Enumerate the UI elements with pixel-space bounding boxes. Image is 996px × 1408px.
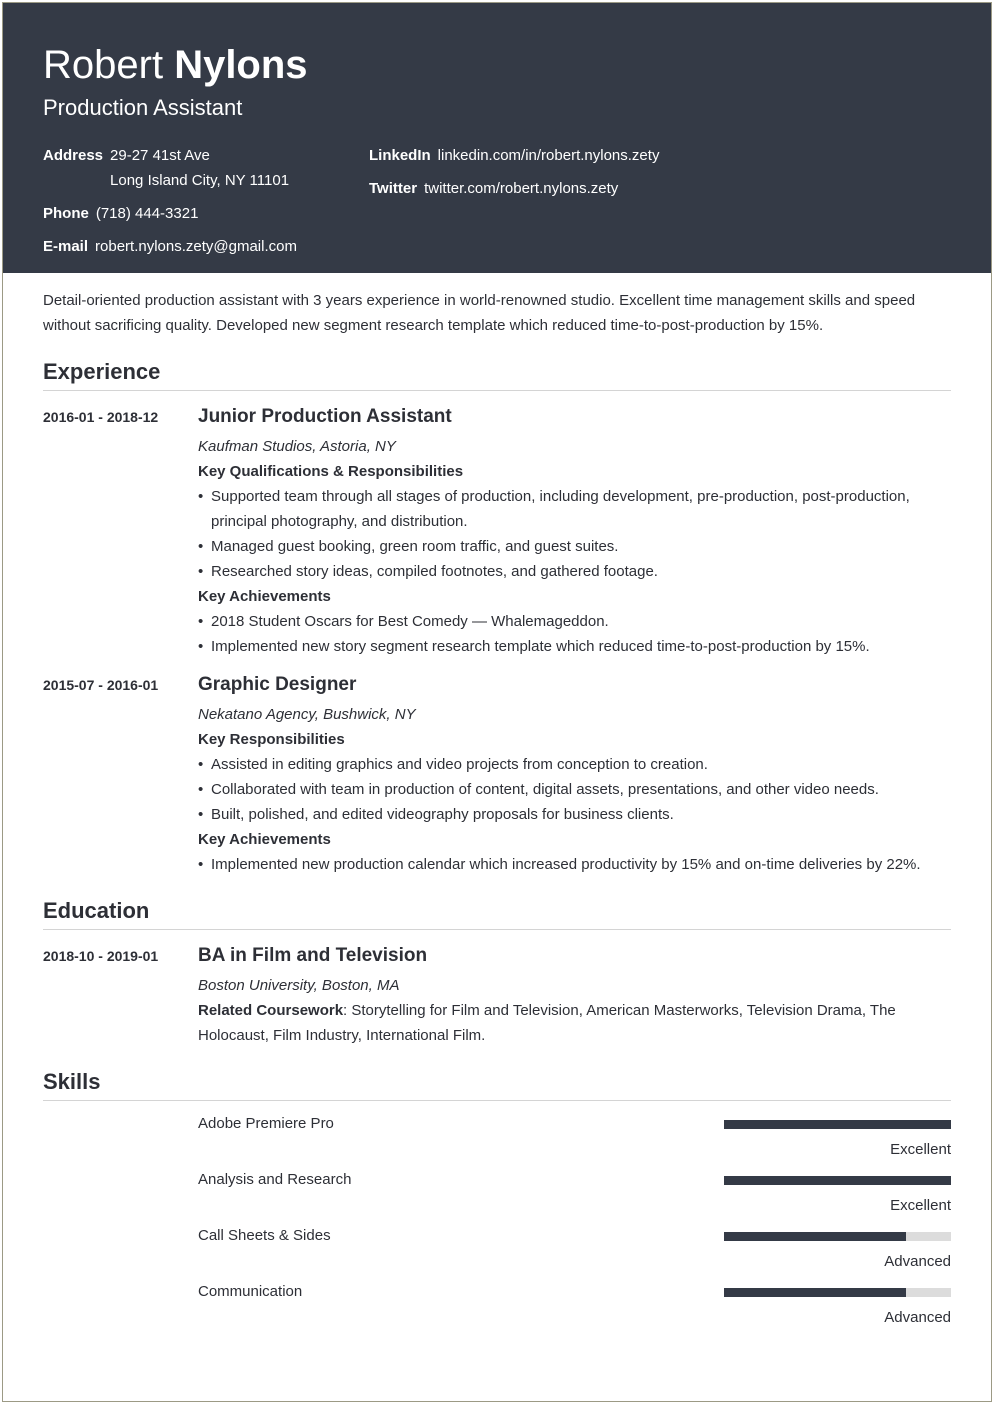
- linkedin-value[interactable]: linkedin.com/in/robert.nylons.zety: [437, 147, 660, 164]
- education-entry: [43, 942, 951, 1048]
- achievements-list: [198, 609, 951, 659]
- responsibilities-list: [198, 484, 951, 584]
- skill-bar-fill: [724, 1120, 951, 1129]
- phone-value: (718) 444-3321: [95, 205, 199, 222]
- skill-name: Adobe Premiere Pro: [198, 1115, 334, 1132]
- email-row: [43, 234, 297, 259]
- email-value[interactable]: robert.nylons.zety@gmail.com: [95, 238, 297, 255]
- skill-bar-fill: [724, 1176, 951, 1185]
- school: Boston University, Boston, MA: [198, 977, 400, 994]
- skill-bar: [724, 1232, 951, 1241]
- twitter-row: [369, 176, 659, 201]
- address-line2: Long Island City, NY 11101: [110, 172, 290, 189]
- skill-bar: [724, 1288, 951, 1297]
- skill-level: Excellent: [890, 1197, 951, 1214]
- twitter-value[interactable]: twitter.com/robert.nylons.zety: [424, 180, 619, 197]
- skill-level: Advanced: [884, 1309, 951, 1326]
- job-company: Kaufman Studios, Astoria, NY: [198, 438, 396, 455]
- responsibilities-list: [198, 752, 951, 827]
- summary: Detail-oriented production assistant with 3 years experience in world-renowned studio. Excellent time management skills and speed without sacrificing quality. Developed new segment research template which reduced time-to-post-production by 15%.: [43, 292, 916, 334]
- resume-header: [3, 3, 991, 273]
- first-name: Robert: [43, 43, 164, 87]
- job-dates: 2016-01 - 2018-12: [43, 409, 159, 425]
- education-dates: 2018-10 - 2019-01: [43, 948, 159, 964]
- address-label: Address: [43, 147, 104, 164]
- skill-meter: [724, 1113, 951, 1157]
- education-body: [198, 942, 951, 1048]
- skill-meter: [724, 1169, 951, 1213]
- job-title: Production Assistant: [43, 95, 243, 120]
- skill-meter: [724, 1281, 951, 1325]
- coursework-text: : Storytelling for Film and Television, American Masterworks, Television Drama, The Holocaust, Film Industry, International Film.: [198, 1002, 896, 1044]
- skill-bar: [724, 1120, 951, 1129]
- linkedin-label: LinkedIn: [369, 147, 431, 164]
- coursework: [198, 998, 951, 1048]
- last-name: Nylons: [174, 43, 308, 87]
- skill-bar-fill: [724, 1232, 906, 1241]
- skill-bar: [724, 1176, 951, 1185]
- linkedin-row: [369, 143, 659, 168]
- contact-right: [369, 143, 659, 209]
- job-dates: 2015-07 - 2016-01: [43, 677, 159, 693]
- list-item: • 2018 Student Oscars for Best Comedy — Whalemageddon.: [198, 609, 951, 634]
- twitter-label: Twitter: [369, 180, 418, 197]
- skill-name: Analysis and Research: [198, 1171, 352, 1188]
- job-entry: [43, 671, 951, 877]
- skill-level: Excellent: [890, 1141, 951, 1158]
- job-company: Nekatano Agency, Bushwick, NY: [198, 706, 416, 723]
- list-item: • Collaborated with team in production of content, digital assets, presentations, and other video needs.: [198, 777, 951, 802]
- education-heading: Education: [43, 897, 951, 930]
- skill-name: Call Sheets & Sides: [198, 1227, 331, 1244]
- phone-row: [43, 201, 297, 226]
- job-body: [198, 403, 951, 659]
- list-item: • Implemented new story segment research template which reduced time-to-post-production by 15%.: [198, 634, 951, 659]
- list-item: • Built, polished, and edited videography proposals for business clients.: [198, 802, 951, 827]
- list-item: • Implemented new production calendar which increased productivity by 15% and on-time deliveries by 22%.: [198, 852, 951, 877]
- skill-meter: [724, 1225, 951, 1269]
- skill-name: Communication: [198, 1283, 303, 1300]
- resume-content: [3, 288, 991, 1325]
- list-item: • Supported team through all stages of production, including development, pre-production, post-production, principal photography, and distribution.: [198, 484, 951, 534]
- responsibilities-heading: Key Qualifications & Responsibilities: [198, 463, 464, 480]
- skill-level: Advanced: [884, 1253, 951, 1270]
- skill-item: [43, 1225, 951, 1269]
- list-item: • Assisted in editing graphics and video projects from conception to creation.: [198, 752, 951, 777]
- resume-page: [2, 2, 992, 1402]
- skill-item: [43, 1169, 951, 1213]
- degree: BA in Film and Television: [198, 945, 428, 966]
- achievements-list: [198, 852, 951, 877]
- address-row: [43, 143, 297, 193]
- job-entry: [43, 403, 951, 659]
- experience-heading: Experience: [43, 358, 951, 391]
- skill-item: [43, 1113, 951, 1157]
- list-item: • Researched story ideas, compiled footnotes, and gathered footage.: [198, 559, 951, 584]
- email-label: E-mail: [43, 238, 89, 255]
- address-value: [110, 143, 289, 193]
- candidate-name: [43, 41, 951, 89]
- address-line1: 29-27 41st Ave: [110, 147, 210, 164]
- contact-left: [43, 143, 297, 267]
- skill-bar-fill: [724, 1288, 906, 1297]
- phone-label: Phone: [43, 205, 89, 222]
- job-title-text: Graphic Designer: [198, 674, 357, 695]
- job-body: [198, 671, 951, 877]
- achievements-heading: Key Achievements: [198, 831, 331, 848]
- achievements-heading: Key Achievements: [198, 588, 331, 605]
- list-item: • Managed guest booking, green room traffic, and guest suites.: [198, 534, 951, 559]
- responsibilities-heading: Key Responsibilities: [198, 731, 345, 748]
- skill-item: [43, 1281, 951, 1325]
- skills-list: [43, 1113, 951, 1325]
- skills-heading: Skills: [43, 1068, 951, 1101]
- job-title-text: Junior Production Assistant: [198, 406, 452, 427]
- coursework-label: Related Coursework: [198, 1002, 344, 1019]
